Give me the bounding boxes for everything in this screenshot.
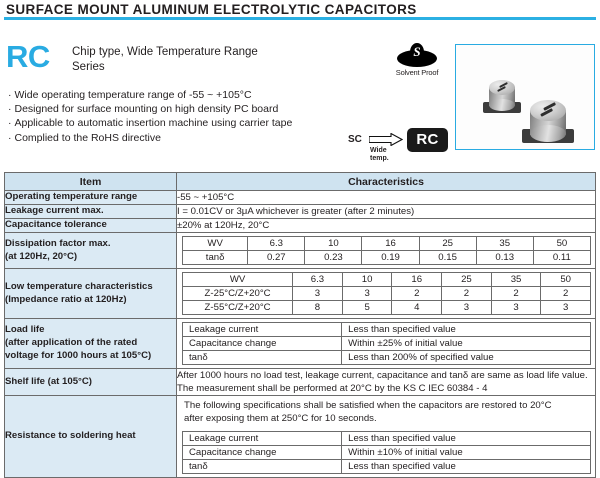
series-logo: RC (6, 39, 50, 74)
bullet-icon: · (8, 131, 12, 144)
subtable-cell: 25 (419, 237, 476, 251)
title-divider (4, 17, 596, 20)
row-value (177, 396, 596, 478)
soldering-heat-note-line1: The following specifications shall be satisfied when the capacitors are restored to 20°C (184, 400, 552, 411)
subtable-row-z55 (183, 301, 591, 315)
table-row-capacitance-tolerance (5, 219, 596, 233)
capacitor-image-large (522, 93, 578, 150)
row-label-line2: (Impedance ratio at 120Hz) (5, 293, 127, 305)
subtable-cell: 6.3 (293, 273, 343, 287)
row-value-line1: After 1000 hours no load test, leakage current, capacitance and tanδ are same as load life value. (177, 370, 588, 381)
bullet-icon: · (8, 117, 12, 130)
subtable-cell: 50 (533, 237, 590, 251)
table-row-soldering-heat (5, 396, 596, 478)
column-header-characteristics: Characteristics (177, 173, 596, 191)
subtable-cell: 0.27 (248, 251, 305, 265)
dissipation-factor-subtable (182, 236, 591, 265)
subtable-row (183, 431, 591, 445)
product-photo (455, 44, 595, 150)
feature-text: Wide operating temperature range of -55 ~ +105°C (14, 89, 252, 101)
subtable-row-head: tanδ (183, 251, 248, 265)
subtable-cell: 2 (491, 287, 541, 301)
capacitor-bottom-edge (530, 125, 566, 142)
subtable-item-name: Capacitance change (183, 337, 342, 351)
subtable-item-name: tanδ (183, 459, 342, 473)
subtable-item-value: Less than specified value (342, 431, 591, 445)
subtable-cell: 3 (293, 287, 343, 301)
soldering-heat-note-line2: after exposing them at 250°C for 10 seconds. (184, 413, 377, 425)
row-value: I = 0.01CV or 3μA whichever is greater (after 2 minutes) (177, 205, 596, 219)
solvent-proof-label: Solvent Proof (395, 68, 439, 77)
subtable-cell: 3 (491, 301, 541, 315)
low-temperature-subtable (182, 272, 591, 315)
transition-from-label: SC (348, 134, 362, 145)
table-row-leakage-current (5, 205, 596, 219)
feature-item (8, 131, 338, 145)
row-label: Capacitance tolerance (5, 219, 177, 233)
subtable-cell: 2 (442, 287, 492, 301)
row-label: Resistance to soldering heat (5, 396, 177, 478)
row-value: -55 ~ +105°C (177, 191, 596, 205)
subtable-item-name: Capacitance change (183, 445, 342, 459)
feature-list (8, 88, 338, 145)
capacitor-bottom-edge (489, 99, 515, 111)
series-description-line1: Chip type, Wide Temperature Range (72, 46, 258, 58)
solvent-drop-letter: S (413, 44, 421, 59)
subtable-cell: 0.15 (419, 251, 476, 265)
transition-to-badge: RC (407, 128, 448, 152)
row-value (177, 319, 596, 369)
feature-item (8, 102, 338, 116)
subtable-cell: 3 (442, 301, 492, 315)
soldering-heat-note (177, 396, 595, 428)
bullet-icon: · (8, 103, 12, 116)
series-description (72, 45, 322, 75)
feature-text: Designed for surface mounting on high density PC board (14, 103, 279, 116)
row-label: Shelf life (at 105°C) (5, 369, 177, 396)
load-life-subtable (182, 322, 591, 365)
subtable-cell: 6.3 (248, 237, 305, 251)
row-label (5, 319, 177, 369)
page-title: SURFACE MOUNT ALUMINUM ELECTROLYTIC CAPACITORS (6, 2, 417, 17)
subtable-cell: 0.11 (533, 251, 590, 265)
row-label-line2: (at 120Hz, 20°C) (5, 250, 78, 262)
solvent-drop-icon (397, 43, 437, 67)
specifications-table (4, 172, 596, 478)
subtable-item-name: Leakage current (183, 323, 342, 337)
subtable-cell: 16 (392, 273, 442, 287)
subtable-cell: 4 (392, 301, 442, 315)
row-value (177, 233, 596, 269)
subtable-row-head: Z-55°C/Z+20°C (183, 301, 293, 315)
table-row-low-temperature (5, 269, 596, 319)
subtable-cell: 50 (541, 273, 591, 287)
series-transition-diagram (348, 127, 458, 163)
subtable-item-value: Less than 200% of specified value (342, 351, 591, 365)
row-label-line3: voltage for 1000 hours at 105°C) (5, 349, 152, 361)
subtable-item-value: Within ±25% of initial value (342, 337, 591, 351)
subtable-row (183, 459, 591, 473)
table-row-dissipation-factor (5, 233, 596, 269)
subtable-cell: 3 (342, 287, 392, 301)
subtable-cell: 2 (541, 287, 591, 301)
subtable-cell: 5 (342, 301, 392, 315)
soldering-heat-subtable (182, 431, 591, 474)
row-label-line1: Load life (5, 324, 45, 336)
row-value-line2: The measurement shall be performed at 20°C by the KS C IEC 60384 - 4 (177, 383, 488, 394)
subtable-row (183, 337, 591, 351)
subtable-cell: 3 (541, 301, 591, 315)
subtable-row (183, 351, 591, 365)
subtable-item-name: Leakage current (183, 431, 342, 445)
subtable-row-wv (183, 237, 591, 251)
subtable-cell: 2 (392, 287, 442, 301)
subtable-cell: 16 (362, 237, 419, 251)
row-value: ±20% at 120Hz, 20°C (177, 219, 596, 233)
subtable-item-value: Less than specified value (342, 459, 591, 473)
subtable-item-value: Within ±10% of initial value (342, 445, 591, 459)
row-label-line1: Dissipation factor max. (5, 237, 111, 249)
subtable-row-z25 (183, 287, 591, 301)
transition-note-line1: Wide (370, 147, 387, 154)
row-label: Operating temperature range (5, 191, 177, 205)
bullet-icon: · (8, 89, 12, 101)
subtable-cell: 8 (293, 301, 343, 315)
table-row-shelf-life (5, 369, 596, 396)
row-value (177, 269, 596, 319)
row-label: Leakage current max. (5, 205, 177, 219)
subtable-row-head: WV (183, 237, 248, 251)
feature-item (8, 116, 338, 130)
transition-note-line2: temp. (370, 154, 389, 162)
table-header-row (5, 173, 596, 191)
feature-text: Applicable to automatic insertion machine using carrier tape (14, 117, 293, 130)
row-value (177, 369, 596, 396)
subtable-cell: 0.23 (305, 251, 362, 265)
subtable-item-value: Less than specified value (342, 323, 591, 337)
subtable-cell: 10 (305, 237, 362, 251)
subtable-cell: 10 (342, 273, 392, 287)
subtable-row-head: WV (183, 273, 293, 287)
series-description-line2: Series (72, 61, 105, 73)
arrow-right-icon (369, 133, 403, 146)
subtable-row-wv (183, 273, 591, 287)
subtable-row (183, 445, 591, 459)
transition-note (370, 147, 389, 162)
subtable-cell: 25 (442, 273, 492, 287)
row-label (5, 269, 177, 319)
capacitor-image-small (483, 73, 523, 117)
subtable-cell: 0.13 (476, 251, 533, 265)
row-label-line1: Low temperature characteristics (5, 280, 153, 292)
solvent-proof-mark (389, 43, 445, 77)
row-label (5, 233, 177, 269)
subtable-item-name: tanδ (183, 351, 342, 365)
subtable-cell: 0.19 (362, 251, 419, 265)
subtable-row (183, 323, 591, 337)
subtable-cell: 35 (491, 273, 541, 287)
column-header-item: Item (5, 173, 177, 191)
feature-text: Complied to the RoHS directive (14, 131, 161, 144)
subtable-row-head: Z-25°C/Z+20°C (183, 287, 293, 301)
feature-item (8, 88, 338, 102)
subtable-row-tan-delta (183, 251, 591, 265)
table-row-operating-temperature (5, 191, 596, 205)
subtable-cell: 35 (476, 237, 533, 251)
table-row-load-life (5, 319, 596, 369)
row-label-line2: (after application of the rated (5, 337, 138, 349)
